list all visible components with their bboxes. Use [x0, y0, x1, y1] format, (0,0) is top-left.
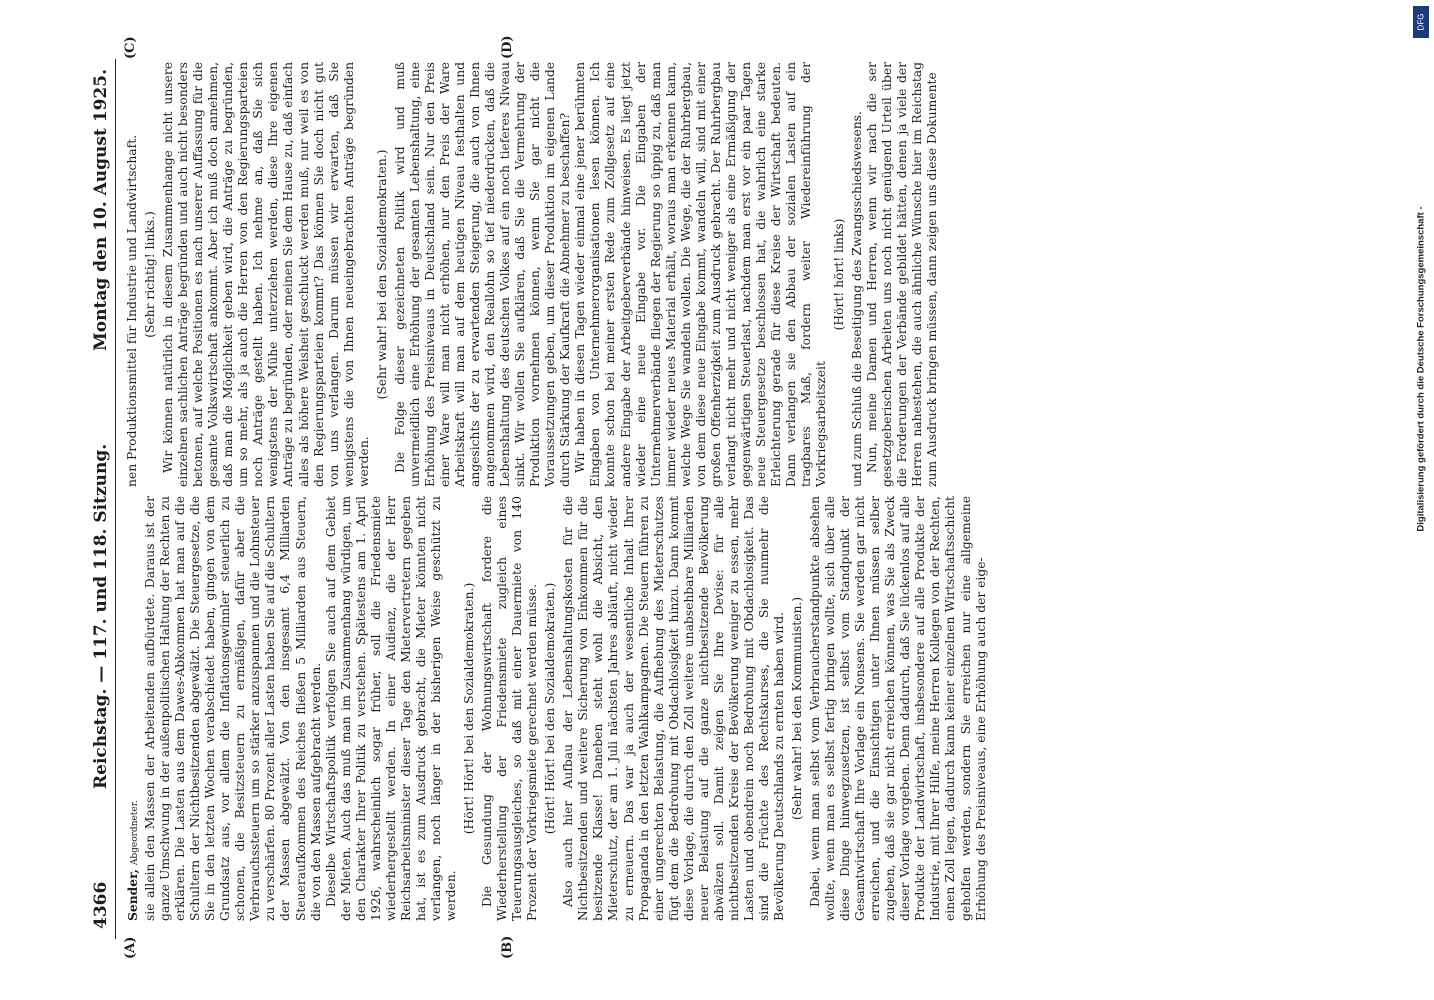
margin-marker-d: (D)	[500, 35, 515, 59]
paragraph: Wir können natürlich in diesem Zusammenhange nicht unsere einzelnen sachlichen Anträge begründen und auch nicht besonders betonen, auf welche Positionen es nach unserer Auffassung für die gesamte Volkswirtschaft ankommt. Aber ich muß doch annehmen, daß man die Möglichkeit geben wird, die Anträge zu begründen, um so mehr, als ja auch die Herren von den Regierungsparteien noch Anträge gestellt haben. Ich nehme an, daß Sie sich wenigstens der Mühe unterziehen werden, diese Ihre eigenen Anträge zu begründen, oder meinen Sie dem Hause zu, daß einfach alles als höhere Weisheit geschluckt werden muß, nur weil es von den Regierungsparteien kommt? Das können Sie doch nicht gut von uns verlangen. Darum müssen wir erwarten, daß Sie wenigstens die von Ihnen neueingebrachten Anträge begründen werden.	[161, 62, 371, 487]
paragraph: Dabei, wenn man selbst vom Verbraucherstandpunkte absehen wollte, wenn man es selbst fertig bringen wollte, sich über alle diese Dinge hinwegzusetzen, ist selbst vom Standpunkt der Gesamtwirtschaft Ihre Vorlage ein Nonsens. Sie werden gar nicht erreichen, und die Einsichtigen unter Ihnen müssen selber zugeben, daß sie gar nicht erreichen können, was Sie als Zweck dieser Vorlage vorgeben. Denn dadurch, daß Sie lückenlos auf alle Produkte der Landwirtschaft, insbesondere auf alle Produkte der Industrie, mit Ihrer Hilfe, meine Herren Kollegen von der Rechten, einen Zoll legen, dadurch kann keiner einzelnen Wirtschaftsschicht geholfen werden, sondern Sie erreichen nur eine allgemeine Erhöhung des Preisniveaus, eine Erhöhung auch der eige-	[808, 496, 988, 921]
paragraph: sie allein den Massen der Arbeitenden aufbürdete. Daraus ist der ganze Umschwung in der außenpolitischen Haltung der Rechten zu erklären. Die Lasten aus dem Dawes-Abkommen hat man auf die Schultern der Nichtbesitzenden abgewälzt. Die Steuergesetze, die Sie in den letzten Wochen verabschiedet haben, gingen von dem Grundsatz aus, vor allem die Inflationsgewinnler steuerlich zu schonen, die Besitzsteuern zu ermäßigen, dafür aber die Verbrauchssteuern um so stärker anzuspannen und die Lohnsteuer zu verschärfen. 80 Prozent aller Lasten haben Sie auf die Schultern der Massen abgewälzt. Von den insgesamt 6,4 Milliarden Steueraufkommen des Reiches fließen 5 Milliarden aus Steuern, die von den Massen aufgebracht werden.	[143, 496, 323, 921]
paragraph: Die Folge dieser gezeichneten Politik wird und muß unvermeidlich eine Erhöhung der gesamten Lebenshaltung, eine Erhöhung des Preisniveaus in Deutschland sein. Nur den Preis einer Ware will man nicht erhöhen, nur den Preis der Ware Arbeitskraft will man auf dem heutigen Niveau festhalten und angesichts der zu erwartenden Steigerung, die auch von Ihnen angenommen wird, den Reallohn so tief niederdrücken, daß die Lebenshaltung des deutschen Volkes auf ein noch tieferes Niveau sinkt. Wir wollen Sie aufklären, daß Sie die Vermehrung der Produktion vornehmen können, wenn Sie gar nicht die Voraussetzungen geben, um dieser Produktion im eigenen Lande durch Stärkung der Kaufkraft die Abnehmer zu beschaffen?	[392, 62, 573, 487]
dfg-logo-text: DFG	[1416, 13, 1426, 31]
margin-marker-c: (C)	[123, 36, 138, 59]
interjection: (Sehr richtig! links.)	[143, 211, 158, 338]
left-column	[125, 496, 989, 921]
dfg-logo	[1413, 6, 1429, 38]
running-title: Reichstag. — 117. und 118. Sitzung.	[91, 443, 111, 789]
page-number: 4366	[91, 881, 111, 929]
paragraph: Dieselbe Wirtschaftspolitik verfolgen Sie auch auf dem Gebiet der Mieten. Auch das muß man im Zusammenhang würdigen, um den Charakter Ihrer Politik zu verstehen. Spätestens am 1. April 1926, wahrscheinlich sogar früher, soll die Friedensmiete wiederhergestellt werden. In einer Audienz, die der Herr Reichsarbeitsminister dieser Tage den Mietervertretern gegeben hat, ist es zum Ausdruck gebracht, die Mieter könnten nicht verlangen, noch länger in der bisherigen Weise geschützt zu werden.	[323, 496, 458, 921]
session-date: Montag den 10. August 1925.	[91, 69, 111, 352]
interjection: (Hört! Hört! bei den Sozialdemokraten.)	[543, 582, 558, 835]
paragraph: Nun, meine Damen und Herren, wenn wir nach die ser gesetzgeberischen Arbeiten uns noch nicht genügend Urteil über die Forderungen der Verbände gebildet hätten, denen ja viele der Herren nahestehen, die auch ähnliche Wünsche hier im Reichstag zum Ausdruck bringen müssen, dann zeigen uns diese Dokumente	[865, 62, 940, 487]
margin-marker-a: (A)	[123, 936, 138, 959]
paragraph: Die Gesundung der Wohnungswirtschaft fordere die Wiederherstellung der Friedensmiete zugleich eines Teuerungsausgleiches, so daß mit einer Dauermiete von 140 Prozent der Vorkriegsmiete gerechnet werden müsse.	[480, 496, 540, 921]
rotated-page	[85, 35, 1415, 959]
interjection: (Sehr wahr! bei den Sozialdemokraten.)	[374, 149, 389, 400]
paragraph: nen Produktionsmittel für Industrie und Landwirtschaft.	[125, 134, 139, 487]
paragraph: Also auch hier Aufbau der Lebenshaltungskosten für die Nichtbesitzenden und weitere Sicherung von Einkommen für die besitzende Klasse! Daneben steht wohl die Absicht, den Mieterschutz, der am 1. Juli nächsten Jahres abläuft, nicht wieder zu erneuern. Das war ja auch der wesentliche Inhalt Ihrer Propaganda in den letzten Wahlkampagnen. Die Steuern führen zu einer ungerechten Belastung, die Aufhebung des Mieterschutzes fügt dem die Bedrohung mit Obdachlosigkeit hinzu. Dann kommt diese Vorlage, die durch den Zoll weitere unabsehbare Milliarden neuer Belastung auf die ganze nichtbesitzende Bevölkerung abwälzen soll. Damit zeigen Sie Ihre Devise: für alle nichtbesitzenden Kreise der Bevölkerung weniger zu essen, mehr Lasten und obendrein noch Bedrohung mit Obdachlosigkeit. Das sind die Früchte des Rechtskurses, die Sie nunmehr die Bevölkerung Deutschlands zu ernten haben wird.	[561, 496, 786, 921]
margin-marker-b: (B)	[500, 935, 515, 959]
speaker-name: Sender,	[125, 869, 140, 921]
paragraph: Wir haben in diesen Tagen wieder einmal eine jener berühmten Eingaben von Unternehmerorganisationen lesen können. Ich konnte schon bei meiner ersten Rede zum Zollgesetz auf eine andere Eingabe der Arbeitgeberverbände hinweisen. Es liegt jetzt wieder eine neue Eingabe vor. Die Eingaben der Unternehmerverbände fliegen der Regierung so üppig zu, daß man immer wieder neues Material erhält, woraus man erkennen kann, welche Wege Sie wandeln wollen. Die Wege, die der Ruhrbergbau, von dem diese neue Eingabe kommt, wandeln will, sind mit einer großen Offenherzigkeit zum Ausdruck gebracht. Der Ruhrbergbau verlangt nicht mehr und nicht weniger als eine Ermäßigung der gegenwärtigen Steuerlast, nachdem man erst vor ein paar Tagen neue Steuergesetze beschlossen hat, die wahrlich eine starke Erleichterung gerade für diese Kreise der Wirtschaft bedeuten. Dann verlangen sie den Abbau der sozialen Lasten auf ein tragbares Maß, fordern weiter Wiedereinführung der Vorkriegsarbeitszeit	[573, 62, 829, 487]
digitization-note-text: Digitalisierung gefördert durch die Deutsche Forschungsgemeinschaft -	[1415, 206, 1427, 532]
interjection: (Hört! hört! links)	[832, 218, 847, 331]
digitization-note	[1414, 44, 1428, 694]
interjection: (Sehr wahr! bei den Kommunisten.)	[790, 596, 805, 821]
paragraph: und zum Schluß die Beseitigung des Zwangsschiedswesens.	[850, 111, 865, 487]
right-column	[125, 62, 940, 487]
speaker-line	[125, 496, 143, 921]
speaker-role: Abgeordneter.	[130, 800, 140, 866]
page-header	[85, 59, 116, 939]
interjection: (Hört! Hört! bei den Sozialdemokraten.)	[462, 582, 477, 835]
